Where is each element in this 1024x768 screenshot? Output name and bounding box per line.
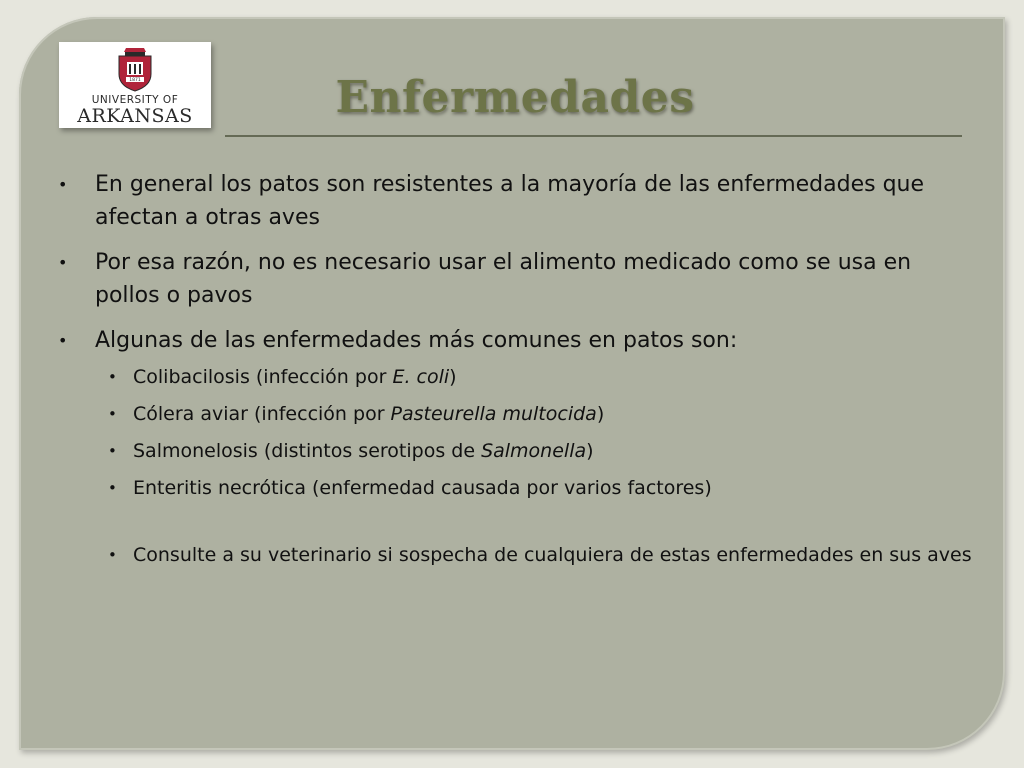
bullet-dot-icon: • bbox=[58, 253, 68, 272]
sub-bullet-dot-icon: • bbox=[108, 479, 117, 497]
sub-bullet-item bbox=[95, 540, 978, 571]
sub-bullet-dot-icon: • bbox=[108, 405, 117, 423]
sub-bullet-item bbox=[95, 396, 978, 433]
sub-bullet-text: Consulte a su veterinario si sospecha de cualquiera de estas enfermedades en sus aves bbox=[133, 544, 972, 566]
bullet-list bbox=[58, 168, 978, 583]
sub-bullet-dot-icon: • bbox=[108, 368, 117, 386]
sub-bullet-text-end: ) bbox=[449, 366, 457, 388]
sub-bullet-item bbox=[95, 470, 978, 507]
bullet-item bbox=[58, 324, 978, 571]
university-logo bbox=[59, 42, 211, 128]
bullet-text: Algunas de las enfermedades más comunes en patos son: bbox=[95, 328, 738, 353]
bullet-dot-icon: • bbox=[58, 331, 68, 350]
sub-bullet-organism: E. coli bbox=[392, 366, 450, 388]
sub-bullet-text: Cólera aviar (infección por bbox=[133, 403, 391, 425]
bullet-item bbox=[58, 246, 978, 312]
sub-bullet-organism: Salmonella bbox=[481, 440, 587, 462]
bullet-item bbox=[58, 168, 978, 234]
title-divider bbox=[225, 135, 962, 137]
crest-icon bbox=[116, 46, 154, 92]
logo-text-university: UNIVERSITY OF bbox=[91, 94, 179, 106]
sub-bullet-item bbox=[95, 433, 978, 470]
bullet-text: Por esa razón, no es necesario usar el alimento medicado como se usa en pollos o pavos bbox=[95, 250, 912, 308]
sub-bullet-text-end: ) bbox=[596, 403, 605, 425]
sub-bullet-text: Enteritis necrótica (enfermedad causada por varios factores) bbox=[133, 477, 712, 499]
logo-text-arkansas: ARKANSAS bbox=[77, 105, 193, 127]
sub-bullet-organism: Pasteurella multocida bbox=[390, 403, 597, 425]
sub-bullet-dot-icon: • bbox=[108, 546, 117, 564]
slide-title: Enfermedades bbox=[335, 72, 695, 123]
sub-bullet-text-end: ) bbox=[586, 440, 594, 462]
bullet-dot-icon: • bbox=[58, 175, 68, 194]
crest-year: 1871 bbox=[129, 78, 141, 83]
sub-bullet-dot-icon: • bbox=[108, 442, 117, 460]
bullet-text: En general los patos son resistentes a la mayoría de las enfermedades que afectan a otras aves bbox=[95, 172, 925, 230]
sub-bullet-list bbox=[95, 359, 978, 571]
sub-bullet-text: Salmonelosis (distintos serotipos de bbox=[133, 440, 482, 462]
sub-bullet-item bbox=[95, 359, 978, 396]
sub-bullet-text: Colibacilosis (infección por bbox=[133, 366, 393, 388]
